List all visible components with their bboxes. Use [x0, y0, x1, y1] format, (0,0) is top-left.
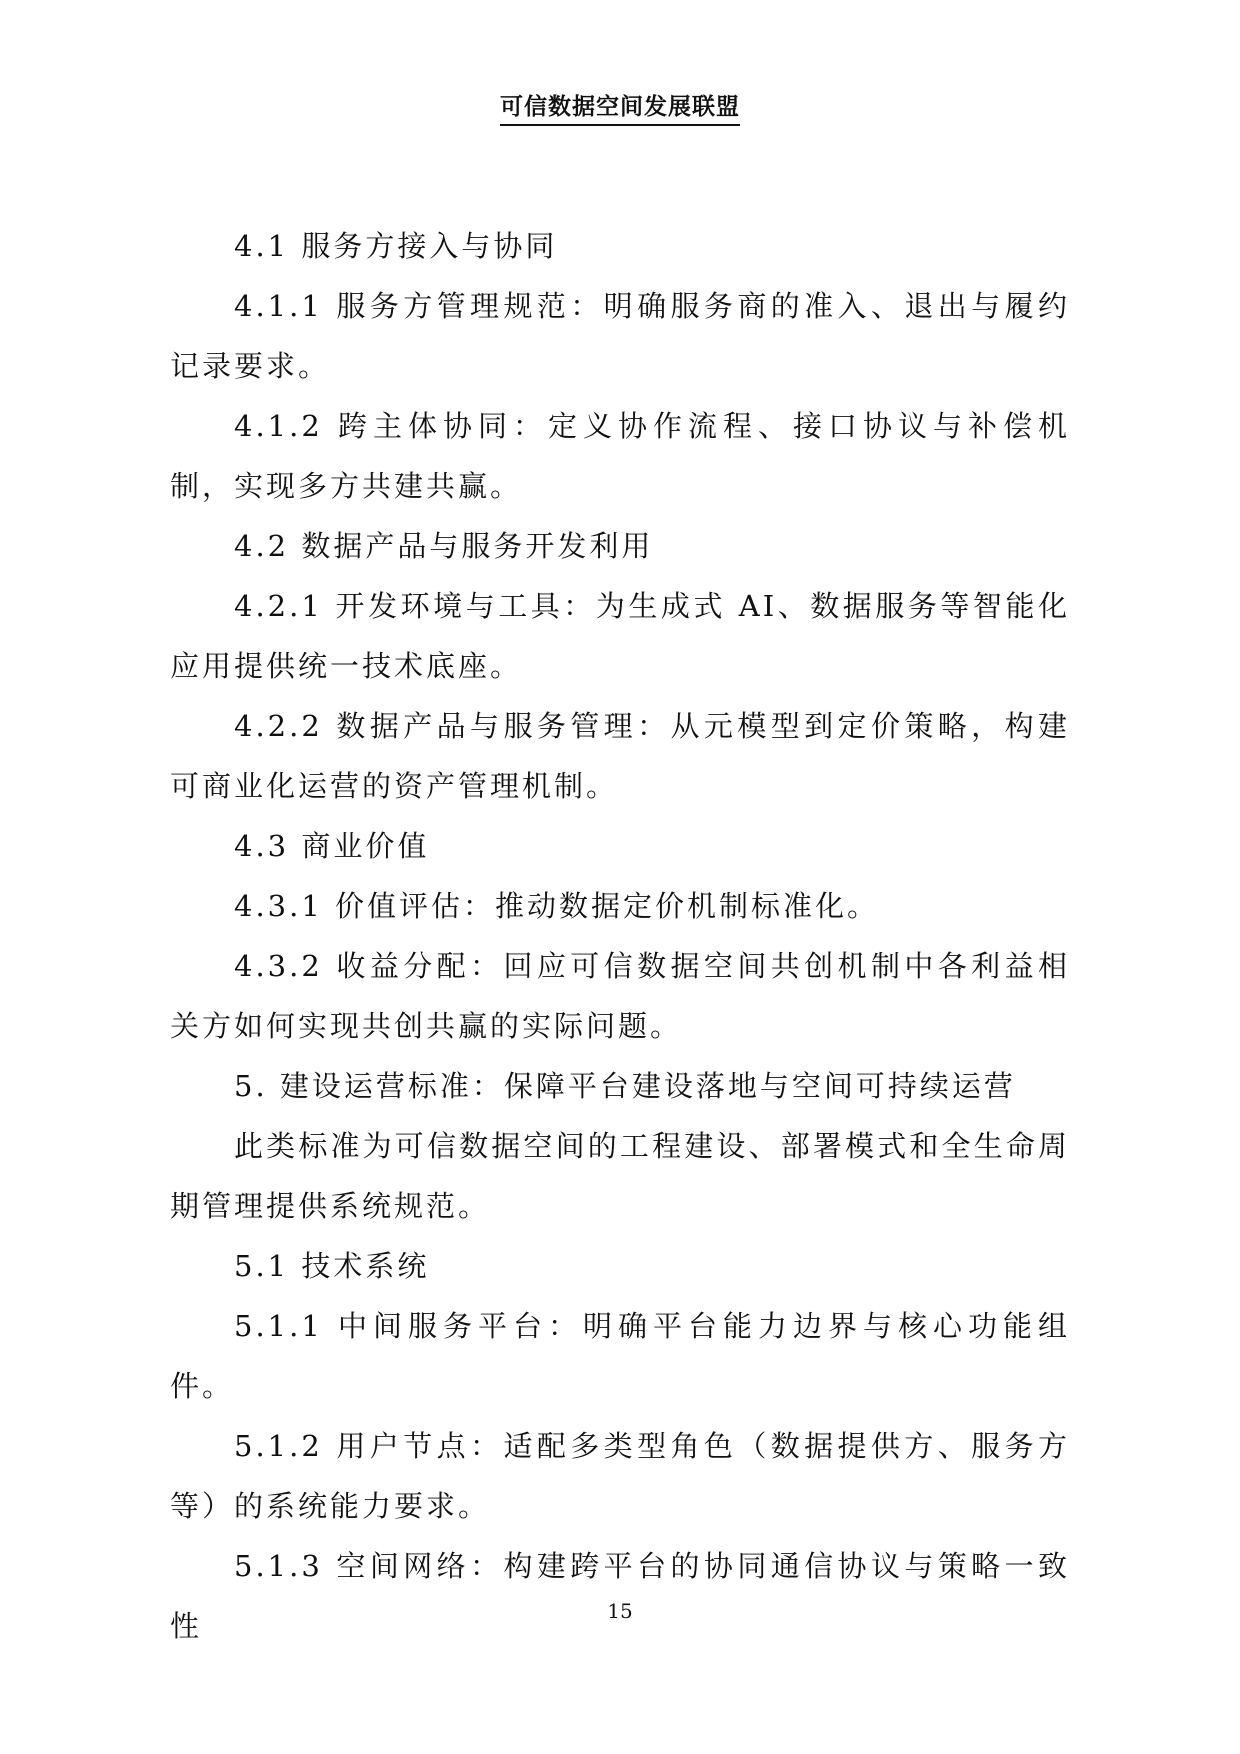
paragraph-5-1-1: 5.1.1 中间服务平台：明确平台能力边界与核心功能组件。: [170, 1309, 1070, 1403]
page-header: [0, 92, 1240, 126]
page-number: 15: [607, 1599, 633, 1623]
header-title: 可信数据空间发展联盟: [500, 92, 740, 126]
paragraph-4-2-2: 4.2.2 数据产品与服务管理：从元模型到定价策略，构建可商业化运营的资产管理机制。: [170, 709, 1070, 803]
document-body: [170, 216, 1070, 1656]
paragraph-5: 5. 建设运营标准：保障平台建设落地与空间可持续运营: [234, 1069, 1016, 1103]
paragraph-4-1-2: 4.1.2 跨主体协同：定义协作流程、接口协议与补偿机制，实现多方共建共赢。: [170, 409, 1070, 503]
paragraph-4-3-2: 4.3.2 收益分配：回应可信数据空间共创机制中各利益相关方如何实现共创共赢的实际问题。: [170, 949, 1070, 1043]
paragraph-4-2-1: 4.2.1 开发环境与工具：为生成式 AI、数据服务等智能化应用提供统一技术底座。: [170, 589, 1070, 683]
paragraph-4-1-1: 4.1.1 服务方管理规范：明确服务商的准入、退出与履约记录要求。: [170, 289, 1070, 383]
paragraph-5-1-3: 5.1.3 空间网络：构建跨平台的协同通信协议与策略一致性: [170, 1549, 1070, 1643]
paragraph-4-3-1: 4.3.1 价值评估：推动数据定价机制标准化。: [234, 889, 880, 923]
paragraph-5-1: 5.1 技术系统: [234, 1249, 430, 1283]
paragraph-5-1-2: 5.1.2 用户节点：适配多类型角色（数据提供方、服务方等）的系统能力要求。: [170, 1429, 1070, 1523]
paragraph-5-intro: 此类标准为可信数据空间的工程建设、部署模式和全生命周期管理提供系统规范。: [170, 1129, 1070, 1223]
paragraph-4-2: 4.2 数据产品与服务开发利用: [234, 529, 654, 563]
page-footer: [0, 1598, 1240, 1624]
paragraph-4-1: 4.1 服务方接入与协同: [234, 229, 558, 263]
paragraph-4-3: 4.3 商业价值: [234, 829, 430, 863]
